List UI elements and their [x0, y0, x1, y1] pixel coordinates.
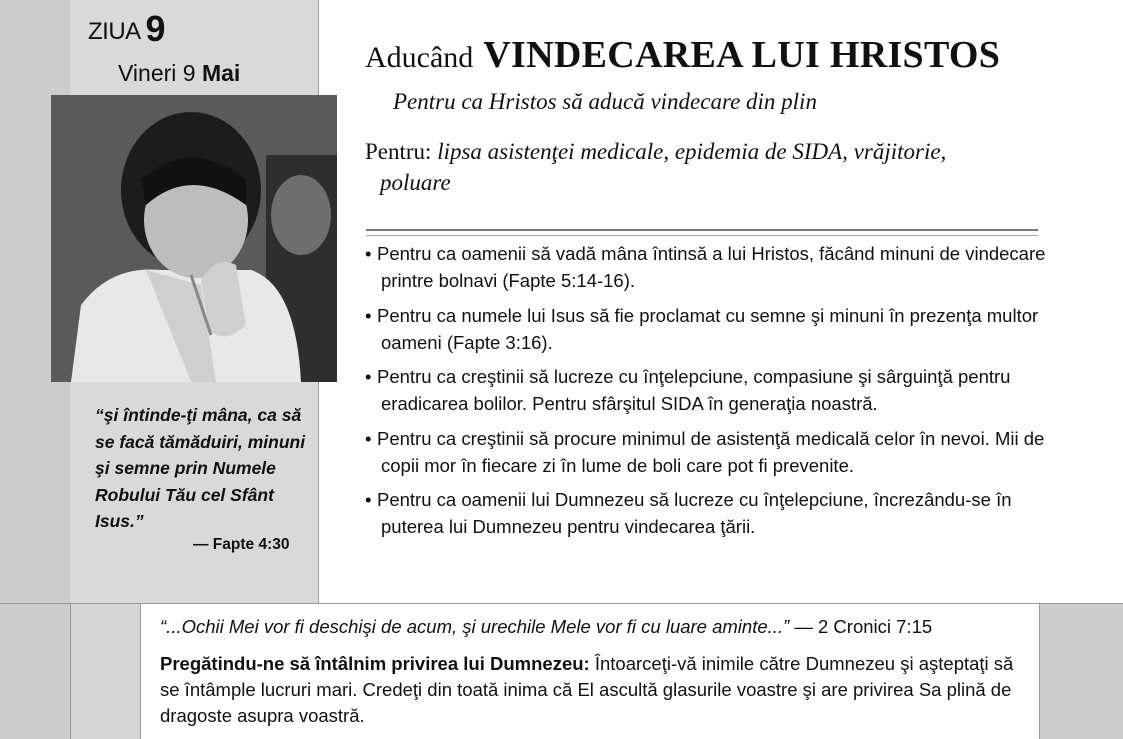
for-section — [365, 136, 1055, 198]
list-item: • Pentru ca creştinii să procure minimul de asistenţă medicală celor în nevoi. Mii de copii mor în fiecare zi în lume de boli care pot fi prevenite. — [365, 425, 1070, 479]
bullet-icon: • — [365, 243, 372, 264]
subtitle: Pentru ca Hristos să aducă vindecare din plin — [393, 89, 817, 114]
list-item: • Pentru ca creştinii să lucreze cu înţelepciune, compasiune şi sârguinţă pentru eradicarea bolilor. Pentru sfârşitul SIDA în generaţia noastră. — [365, 363, 1070, 417]
praying-boy-illustration — [51, 95, 337, 382]
praying-boy-photo — [51, 95, 337, 382]
quote-text: “şi întinde-ţi mâna, ca să se facă tămăduiri, minuni şi semne prin Numele Robului Tău cel Sfânt Isus.” — [95, 405, 306, 531]
list-item: • Pentru ca oamenii să vadă mâna întinsă a lui Hristos, făcând minuni de vindecare printre bolnavi (Fapte 5:14-16). — [365, 240, 1070, 294]
date-weekday: Vineri 9 — [118, 60, 196, 86]
list-item: • Pentru ca numele lui Isus să fie proclamat cu semne şi minuni în prezenţa multor oameni (Fapte 3:16). — [365, 302, 1070, 356]
for-label: Pentru: — [365, 139, 432, 164]
quote-reference: — Fapte 4:30 — [193, 536, 290, 553]
day-number: 9 — [145, 8, 166, 49]
date-line — [118, 60, 240, 87]
bullet-icon: • — [365, 304, 372, 326]
title-lead: Aducând — [365, 41, 474, 74]
for-items-line1: lipsa asistenţei medicale, epidemia de SIDA, vrăjitorie, — [437, 139, 947, 164]
prep-text: Întoarceţi-vă inimile către Dumnezeu şi aşteptaţi să se întâmple lucruri mari. Credeţi din toată inima că El ascultă glasurile voastre şi are privirea Sa plină de dragoste asupra voastră. — [160, 653, 1014, 726]
day-heading — [88, 8, 165, 50]
verse-reference: — 2 Cronici 7:15 — [794, 616, 933, 637]
date-month: Mai — [201, 60, 241, 86]
bullet-icon: • — [365, 489, 372, 510]
footer-preparation — [160, 651, 1030, 729]
day-label: ZIUA — [88, 18, 140, 45]
bullet-icon: • — [365, 427, 372, 449]
prayer-points-list — [365, 240, 1070, 548]
verse-text: “...Ochii Mei vor fi deschişi de acum, şi urechile Mele vor fi cu luare aminte...” — [160, 616, 790, 637]
section-rule — [366, 229, 1038, 236]
footer-verse — [160, 616, 932, 638]
title-main: VINDECAREA LUI HRISTOS — [483, 34, 1001, 76]
bullet-icon: • — [365, 366, 372, 387]
list-item: • Pentru ca oamenii lui Dumnezeu să lucreze cu înţelepciune, încrezându-se în puterea lui Dumnezeu pentru vindecarea ţării. — [365, 486, 1070, 540]
for-items-line2: poluare — [380, 170, 451, 195]
page-title — [365, 33, 1000, 77]
prep-label: Pregătindu-ne să întâlnim privirea lui Dumnezeu: — [160, 653, 590, 674]
